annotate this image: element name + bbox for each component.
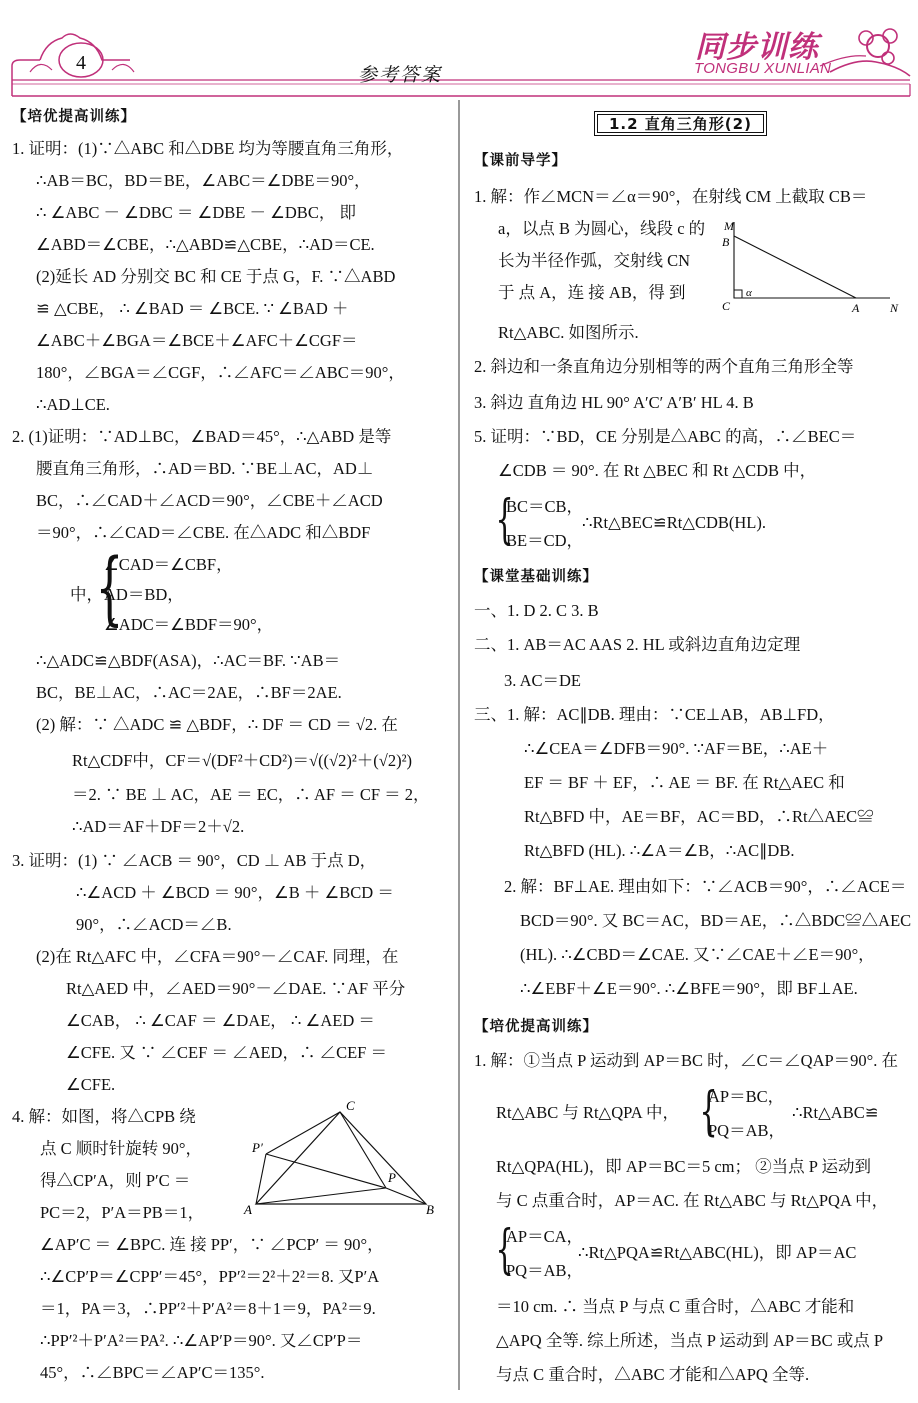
- text-line: Rt△ABC 与 Rt△QPA 中，: [496, 1103, 679, 1122]
- text-line: ∴PP′²＋P′A²＝PA². ∴∠AP′P＝90°. 又∠CP′P＝: [40, 1331, 363, 1350]
- text-line: ∠CDB ＝ 90°. 在 Rt △BEC 和 Rt △CDB 中，: [498, 461, 817, 480]
- text-line: (2)延长 AD 分别交 BC 和 CE 于点 G，F. ∵△ABD: [36, 267, 396, 286]
- brand-title: 同步训练: [695, 30, 819, 65]
- text-line: 45°，∴∠BPC＝∠AP′C＝135°.: [40, 1363, 265, 1382]
- text-line: BC，∴∠CAD＋∠ACD＝90°，∠CBE＋∠ACD: [36, 491, 383, 510]
- text-line: ∴∠ACD ＋ ∠BCD ＝ 90°，∠B ＋ ∠BCD ＝: [76, 883, 394, 902]
- right-column: [474, 100, 912, 1390]
- text-line: EF ＝ BF ＋ EF，∴ AE ＝ BF. 在 Rt△AEC 和: [524, 773, 845, 792]
- text-line: ＝90°，∴∠CAD＝∠CBE. 在△ADC 和△BDF: [36, 523, 371, 542]
- text-line: ∴AD＝AF＋DF＝2＋√2.: [72, 817, 245, 836]
- section-heading: 【课前导学】: [474, 153, 567, 169]
- text-line: ∴AD⊥CE.: [36, 395, 110, 414]
- text-line: 3. AC＝DE: [504, 671, 582, 690]
- text-line: 3. 斜边 直角边 HL 90° A′C′ A′B′ HL 4. B: [474, 393, 754, 412]
- text-line: ∴ ∠ABC － ∠DBC ＝ ∠DBE － ∠DBC， 即: [36, 203, 356, 222]
- text-line: △APQ 全等. 综上所述，当点 P 运动到 AP＝BC 或点 P: [496, 1331, 884, 1350]
- text-line: 中，: [70, 585, 103, 604]
- text-line: (2) 解：∵ △ADC ≌ △BDF，∴ DF ＝ CD ＝ √2. 在: [36, 715, 398, 734]
- text-line: 得△CP′A，则 P′C ＝: [40, 1171, 191, 1190]
- page-number: 4: [76, 52, 86, 74]
- text-line: PQ＝AB，: [506, 1261, 584, 1280]
- text-line: 点 C 顺时针旋转 90°，: [40, 1139, 202, 1158]
- text-line: Rt△CDF中，CF＝√(DF²＋CD²)＝√((√2)²＋(√2)²): [72, 751, 413, 770]
- brace: {: [95, 541, 124, 634]
- text-line: ∴∠EBF＋∠E＝90°. ∴∠BFE＝90°，即 BF⊥AE.: [520, 979, 858, 998]
- brace: {: [495, 490, 514, 550]
- fig-label-c: C: [722, 299, 731, 313]
- section-heading: 【培优提高训练】: [12, 109, 136, 125]
- fig-label-m: M: [724, 219, 734, 233]
- text-line: 3. 证明：(1) ∵ ∠ACB ＝ 90°，CD ⊥ AB 于点 D，: [12, 851, 377, 870]
- text-line: BC，BE⊥AC，∴AC＝2AE，∴BF＝2AE.: [36, 683, 342, 702]
- header-title: 参考答案: [358, 64, 443, 86]
- text-line: Rt△AED 中，∠AED＝90°－∠DAE. ∵AF 平分: [66, 979, 406, 998]
- text-line: a，以点 B 为圆心，线段 c 的: [498, 219, 706, 238]
- text-line: PC＝2，P′A＝PB＝1，: [40, 1203, 205, 1222]
- text-line: 与点 C 重合时，△ABC 才能和△APQ 全等.: [496, 1365, 810, 1384]
- section-heading: 【培优提高训练】: [474, 1019, 598, 1035]
- right-triangle-figure: [720, 216, 910, 316]
- text-line: 二、1. AB＝AC AAS 2. HL 或斜边直角边定理: [474, 635, 801, 654]
- text-line: ＝1，PA＝3，∴PP′²＋P′A²＝8＋1＝9，PA²＝9.: [40, 1299, 376, 1318]
- text-line: 与 C 点重合时，AP＝AC. 在 Rt△ABC 与 Rt△PQA 中，: [496, 1191, 889, 1210]
- text-line: ∴Rt△BEC≌Rt△CDB(HL).: [582, 513, 767, 532]
- text-line: 腰直角三角形，∴AD＝BD. ∵BE⊥AC，AD⊥: [36, 459, 374, 478]
- text-line: ∴Rt△ABC≌: [792, 1103, 879, 1122]
- text-line: AP＝CA，: [506, 1227, 584, 1246]
- text-line: BC＝CB，: [506, 497, 584, 516]
- text-line: 1. 解：作∠MCN＝∠α＝90°，在射线 CM 上截取 CB＝: [474, 187, 868, 206]
- text-line: (HL). ∴∠CBD＝∠CAE. 又∵∠CAE＋∠E＝90°，: [520, 945, 875, 964]
- fig-label-p-prime: P′: [252, 1140, 263, 1155]
- text-line: 三、1. 解：AC∥DB. 理由：∵CE⊥AB，AB⊥FD，: [474, 705, 835, 724]
- fig-label-n: N: [890, 301, 899, 315]
- fig-label-a: A: [244, 1202, 252, 1217]
- text-line: BCD＝90°. 又 BC＝AC，BD＝AE，∴△BDC≌△AEC: [520, 911, 912, 930]
- text-line: 长为半径作弧，交射线 CN: [498, 251, 691, 270]
- brand-subtitle: TONGBU XUNLIAN: [694, 60, 832, 77]
- left-column: [12, 100, 442, 1390]
- brace: {: [495, 1220, 514, 1280]
- text-line: AD＝BD，: [104, 585, 184, 604]
- section-title: 1.2 直角三角形(2): [594, 111, 767, 136]
- fig-label-b: B: [426, 1202, 434, 1217]
- fig-label-alpha: α: [746, 287, 752, 299]
- text-line: Rt△BFD (HL). ∴∠A＝∠B，∴AC∥DB.: [524, 841, 795, 860]
- text-line: ∠ADC＝∠BDF＝90°，: [104, 615, 274, 634]
- text-line: 90°，∴∠ACD＝∠B.: [76, 915, 232, 934]
- text-line: ∴△ADC≌△BDF(ASA)，∴AC＝BF. ∵AB＝: [36, 651, 341, 670]
- text-line: ＝10 cm. ∴ 当点 P 与点 C 重合时，△ABC 才能和: [496, 1297, 855, 1316]
- brace: {: [699, 1082, 718, 1142]
- text-line: PQ＝AB，: [708, 1121, 786, 1140]
- text-line: (2)在 Rt△AFC 中，∠CFA＝90°－∠CAF. 同理，在: [36, 947, 399, 966]
- text-line: BE＝CD，: [506, 531, 584, 550]
- text-line: ∴∠CP′P＝∠CPP′＝45°，PP′²＝2²＋2²＝8. 又P′A: [40, 1267, 380, 1286]
- fig-label-p: P: [388, 1170, 396, 1185]
- text-line: 2. 解：BF⊥AE. 理由如下：∵∠ACB＝90°，∴∠ACE＝: [504, 877, 907, 896]
- text-line: 1. 证明：(1)∵△ABC 和△DBE 均为等腰直角三角形，: [12, 139, 404, 158]
- text-line: ∠CAD＝∠CBF，: [104, 555, 233, 574]
- fig-label-a: A: [852, 301, 860, 315]
- text-line: ∠AP′C ＝ ∠BPC. 连 接 PP′，∵ ∠PCP′ ＝ 90°，: [40, 1235, 384, 1254]
- text-line: ∠ABD＝∠CBE，∴△ABD≌△CBE，∴AD＝CE.: [36, 235, 375, 254]
- text-line: ∠ABC＋∠BGA＝∠BCE＋∠AFC＋∠CGF＝: [36, 331, 358, 350]
- text-line: AP＝BC，: [708, 1087, 785, 1106]
- text-line: 2. (1)证明：∵AD⊥BC，∠BAD＝45°，∴△ABD 是等: [12, 427, 392, 446]
- text-line: 2. 斜边和一条直角边分别相等的两个直角三角形全等: [474, 357, 854, 376]
- column-divider: [456, 100, 462, 1390]
- rotation-figure: [236, 1100, 436, 1220]
- text-line: ∴AB＝BC，BD＝BE，∠ABC＝∠DBE＝90°，: [36, 171, 371, 190]
- text-line: Rt△ABC. 如图所示.: [498, 323, 639, 342]
- text-line: ＝2. ∵ BE ⊥ AC，AE ＝ EC，∴ AF ＝ CF ＝ 2，: [72, 785, 430, 804]
- text-line: ∴Rt△PQA≌Rt△ABC(HL)，即 AP＝AC: [578, 1243, 857, 1262]
- text-line: 于 点 A，连 接 AB，得 到: [498, 283, 686, 302]
- text-line: 5. 证明：∵BD，CE 分别是△ABC 的高，∴∠BEC＝: [474, 427, 857, 446]
- text-line: ∠CAB， ∴ ∠CAF ＝ ∠DAE， ∴ ∠AED ＝: [66, 1011, 375, 1030]
- text-line: ∠CFE.: [66, 1075, 116, 1094]
- text-line: 4. 解：如图，将△CPB 绕: [12, 1107, 196, 1126]
- page-header: [0, 0, 918, 100]
- fig-label-b: B: [722, 235, 730, 249]
- text-line: 180°，∠BGA＝∠CGF，∴∠AFC＝∠ABC＝90°，: [36, 363, 405, 382]
- fig-label-c: C: [346, 1100, 355, 1113]
- text-line: 1. 解：①当点 P 运动到 AP＝BC 时，∠C＝∠QAP＝90°. 在: [474, 1051, 899, 1070]
- text-line: Rt△QPA(HL)，即 AP＝BC＝5 cm； ②当点 P 运动到: [496, 1157, 871, 1176]
- text-line: ∴∠CEA＝∠DFB＝90°. ∵AF＝BE，∴AE＋: [524, 739, 829, 758]
- text-line: ≌ △CBE， ∴ ∠BAD ＝ ∠BCE. ∵ ∠BAD ＋: [36, 299, 349, 318]
- text-line: 一、1. D 2. C 3. B: [474, 601, 599, 620]
- section-heading: 【课堂基础训练】: [474, 569, 598, 585]
- text-line: ∠CFE. 又 ∵ ∠CEF ＝ ∠AED，∴ ∠CEF ＝: [66, 1043, 387, 1062]
- text-line: Rt△BFD 中，AE＝BF，AC＝BD，∴Rt△AEC≌: [524, 807, 874, 826]
